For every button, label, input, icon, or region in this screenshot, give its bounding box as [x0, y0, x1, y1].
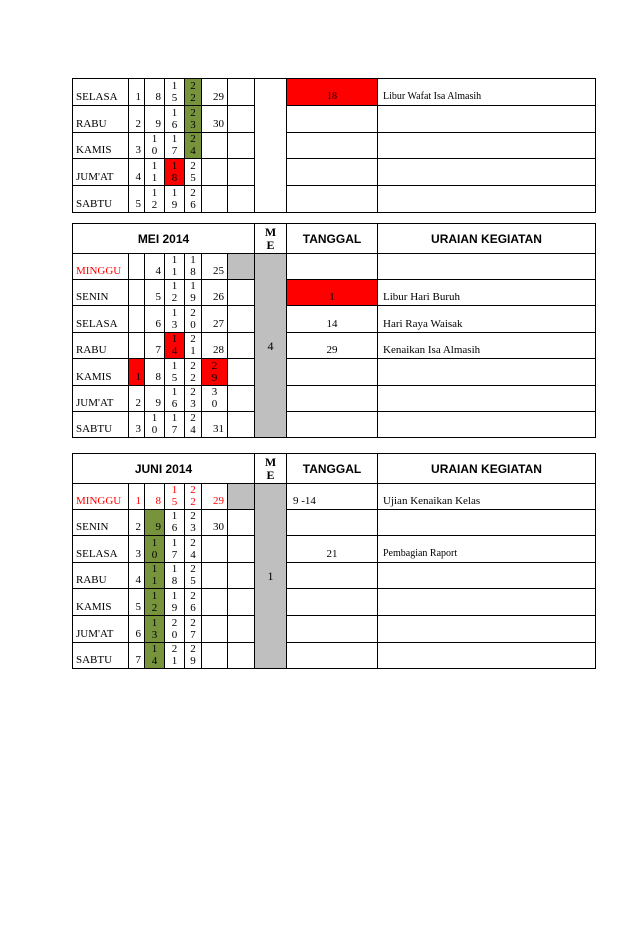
date-cell: [129, 333, 145, 359]
uraian-cell: [378, 386, 596, 412]
tanggal-cell: 21: [287, 536, 378, 563]
date-cell: 2 0: [165, 616, 185, 643]
date-cell: 5: [145, 280, 165, 306]
table-row: [73, 159, 596, 186]
month-title: MEI 2014: [73, 224, 255, 254]
uraian-cell: [378, 510, 596, 536]
date-cell: 1 9: [185, 280, 202, 306]
date-cell: 27: [202, 306, 228, 333]
table-row: [73, 510, 596, 536]
date-cell: 1 6: [165, 106, 185, 133]
date-cell: 2 9: [185, 643, 202, 669]
date-cell: [228, 386, 255, 412]
date-cell: [228, 643, 255, 669]
date-cell: [202, 133, 228, 159]
day-label-sunday: MINGGU: [73, 254, 129, 280]
uraian-cell: [378, 589, 596, 616]
date-cell: 29: [202, 79, 228, 106]
date-cell: 2 7: [185, 616, 202, 643]
m-cell: [255, 79, 287, 213]
day-label: SENIN: [73, 280, 129, 306]
date-cell: 7: [145, 333, 165, 359]
date-cell: 2 4: [185, 412, 202, 438]
date-cell: 1 5: [165, 79, 185, 106]
date-cell: 6: [145, 306, 165, 333]
date-cell: [228, 254, 255, 280]
date-cell: 2: [129, 510, 145, 536]
date-cell-holiday: 1: [129, 359, 145, 386]
date-cell: 30: [202, 106, 228, 133]
date-cell: [202, 643, 228, 669]
table-header-row: [73, 454, 596, 484]
date-cell: 25: [202, 254, 228, 280]
date-cell: 2: [129, 386, 145, 412]
date-cell: [202, 563, 228, 589]
date-cell: 1 3: [165, 306, 185, 333]
date-cell-holiday-week: 1 3: [145, 616, 165, 643]
date-cell: [228, 589, 255, 616]
table-row: [73, 616, 596, 643]
table-row: [73, 589, 596, 616]
date-cell: [129, 280, 145, 306]
date-cell: 3 0: [202, 386, 228, 412]
day-label: SABTU: [73, 186, 129, 213]
date-cell: [228, 616, 255, 643]
day-label: RABU: [73, 333, 129, 359]
m-value-cell: 4: [255, 254, 287, 438]
table-row: [73, 643, 596, 669]
date-cell: [228, 186, 255, 213]
date-cell: 1 5: [165, 359, 185, 386]
date-cell: 2 6: [185, 186, 202, 213]
tanggal-cell: [287, 106, 378, 133]
day-label-sunday: MINGGU: [73, 484, 129, 510]
date-cell-holiday: 1 4: [165, 333, 185, 359]
date-cell: 1 9: [165, 589, 185, 616]
date-cell: [129, 306, 145, 333]
date-cell: 2 2: [185, 484, 202, 510]
day-label: KAMIS: [73, 359, 129, 386]
date-cell-holiday-week: 2 3: [185, 106, 202, 133]
tanggal-cell: [287, 254, 378, 280]
tanggal-cell: 14: [287, 306, 378, 333]
date-cell: [228, 536, 255, 563]
uraian-header: URAIAN KEGIATAN: [378, 224, 596, 254]
table-row: [73, 254, 596, 280]
juni-calendar-table: [72, 453, 596, 669]
date-cell: 1 5: [165, 484, 185, 510]
table-row: [73, 359, 596, 386]
date-cell-holiday-week: 1 2: [145, 589, 165, 616]
date-cell: 8: [145, 79, 165, 106]
uraian-cell: Kenaikan Isa Almasih: [378, 333, 596, 359]
date-cell-holiday-week: 9: [145, 510, 165, 536]
mei-calendar-table: [72, 223, 596, 438]
uraian-cell: Ujian Kenaikan Kelas: [378, 484, 596, 510]
date-cell: 9: [145, 106, 165, 133]
m-header: M E: [255, 224, 287, 254]
date-cell: 8: [145, 359, 165, 386]
date-cell: 1 7: [165, 133, 185, 159]
date-cell: [228, 79, 255, 106]
date-cell: 2 5: [185, 159, 202, 186]
date-cell: [228, 510, 255, 536]
april-calendar-table: [72, 78, 596, 213]
uraian-header: URAIAN KEGIATAN: [378, 454, 596, 484]
m-header: M E: [255, 454, 287, 484]
tanggal-cell: [287, 643, 378, 669]
date-cell: 3: [129, 412, 145, 438]
tanggal-header: TANGGAL: [287, 454, 378, 484]
date-cell: 2 0: [185, 306, 202, 333]
date-cell-holiday-week: 1 4: [145, 643, 165, 669]
date-cell: 2 1: [185, 333, 202, 359]
date-cell: 2: [129, 106, 145, 133]
date-cell: [228, 333, 255, 359]
tanggal-cell: [287, 589, 378, 616]
date-cell: 2 3: [185, 510, 202, 536]
uraian-cell: [378, 359, 596, 386]
tanggal-cell: [287, 159, 378, 186]
date-cell: 1 7: [165, 412, 185, 438]
date-cell: [228, 106, 255, 133]
uraian-cell: Libur Hari Buruh: [378, 280, 596, 306]
date-cell: 2 5: [185, 563, 202, 589]
m-value-cell: 1: [255, 484, 287, 669]
month-title: JUNI 2014: [73, 454, 255, 484]
date-cell: 1 7: [165, 536, 185, 563]
day-label: JUM'AT: [73, 159, 129, 186]
date-cell: 1 0: [145, 133, 165, 159]
date-cell: 1 1: [165, 254, 185, 280]
day-label: JUM'AT: [73, 386, 129, 412]
table-row: [73, 79, 596, 106]
date-cell: [202, 159, 228, 186]
day-label: SELASA: [73, 306, 129, 333]
date-cell: 4: [145, 254, 165, 280]
date-cell-holiday: 1 8: [165, 159, 185, 186]
date-cell: [228, 484, 255, 510]
date-cell-holiday-week: 1 0: [145, 536, 165, 563]
date-cell: 1 6: [165, 386, 185, 412]
date-cell: [202, 536, 228, 563]
date-cell: 29: [202, 484, 228, 510]
date-cell: 6: [129, 616, 145, 643]
uraian-cell: Hari Raya Waisak: [378, 306, 596, 333]
date-cell: 7: [129, 643, 145, 669]
date-cell: 8: [145, 484, 165, 510]
date-cell: 3: [129, 536, 145, 563]
tanggal-cell: 9 -14: [287, 484, 378, 510]
tanggal-header: TANGGAL: [287, 224, 378, 254]
date-cell-holiday-week: 1 1: [145, 563, 165, 589]
day-label: SABTU: [73, 643, 129, 669]
uraian-cell: [378, 106, 596, 133]
date-cell: 2 3: [185, 386, 202, 412]
date-cell: 1 1: [145, 159, 165, 186]
tanggal-cell: [287, 386, 378, 412]
table-row: [73, 133, 596, 159]
date-cell: 9: [145, 386, 165, 412]
date-cell: 2 6: [185, 589, 202, 616]
date-cell: [228, 359, 255, 386]
day-label: KAMIS: [73, 589, 129, 616]
uraian-cell: Libur Wafat Isa Almasih: [378, 79, 596, 106]
day-label: JUM'AT: [73, 616, 129, 643]
date-cell: [129, 254, 145, 280]
table-row: [73, 306, 596, 333]
tanggal-cell: [287, 616, 378, 643]
date-cell: [228, 563, 255, 589]
uraian-cell: [378, 159, 596, 186]
uraian-cell: [378, 412, 596, 438]
table-row: [73, 484, 596, 510]
table-row: [73, 106, 596, 133]
date-cell: 4: [129, 159, 145, 186]
date-cell: 30: [202, 510, 228, 536]
date-cell: [228, 412, 255, 438]
tanggal-cell: 1: [287, 280, 378, 306]
day-label: RABU: [73, 106, 129, 133]
date-cell: 28: [202, 333, 228, 359]
date-cell: [228, 133, 255, 159]
mei-calendar-block: [72, 223, 596, 438]
day-label: KAMIS: [73, 133, 129, 159]
tanggal-cell: 29: [287, 333, 378, 359]
date-cell: [228, 306, 255, 333]
table-row: [73, 333, 596, 359]
day-label: SABTU: [73, 412, 129, 438]
date-cell: [202, 186, 228, 213]
uraian-cell: Pembagian Raport: [378, 536, 596, 563]
day-label: SELASA: [73, 536, 129, 563]
date-cell: [228, 280, 255, 306]
day-label: RABU: [73, 563, 129, 589]
date-cell: 1: [129, 484, 145, 510]
date-cell: [202, 589, 228, 616]
uraian-cell: [378, 563, 596, 589]
date-cell: [228, 159, 255, 186]
table-row: [73, 536, 596, 563]
table-row: [73, 412, 596, 438]
date-cell: [202, 616, 228, 643]
date-cell: 2 2: [185, 359, 202, 386]
table-row: [73, 563, 596, 589]
date-cell: 3: [129, 133, 145, 159]
date-cell: 31: [202, 412, 228, 438]
tanggal-cell: [287, 510, 378, 536]
date-cell-holiday: 2 9: [202, 359, 228, 386]
april-calendar-block: [72, 78, 596, 213]
date-cell: 4: [129, 563, 145, 589]
date-cell: 1 2: [145, 186, 165, 213]
date-cell-holiday-week: 2 2: [185, 79, 202, 106]
day-label: SENIN: [73, 510, 129, 536]
table-row: [73, 386, 596, 412]
date-cell: 1 0: [145, 412, 165, 438]
date-cell: 26: [202, 280, 228, 306]
juni-calendar-block: [72, 453, 596, 669]
uraian-cell: [378, 643, 596, 669]
date-cell: 1: [129, 79, 145, 106]
tanggal-cell: 18: [287, 79, 378, 106]
tanggal-cell: [287, 133, 378, 159]
date-cell: 5: [129, 186, 145, 213]
day-label: SELASA: [73, 79, 129, 106]
tanggal-cell: [287, 563, 378, 589]
date-cell: 5: [129, 589, 145, 616]
uraian-cell: [378, 133, 596, 159]
uraian-cell: [378, 186, 596, 213]
uraian-cell: [378, 616, 596, 643]
table-row: [73, 280, 596, 306]
date-cell-holiday-week: 2 4: [185, 133, 202, 159]
uraian-cell: [378, 254, 596, 280]
date-cell: 1 2: [165, 280, 185, 306]
tanggal-cell: [287, 359, 378, 386]
date-cell: 1 8: [185, 254, 202, 280]
date-cell: 2 4: [185, 536, 202, 563]
date-cell: 1 9: [165, 186, 185, 213]
tanggal-cell: [287, 412, 378, 438]
table-header-row: [73, 224, 596, 254]
date-cell: 2 1: [165, 643, 185, 669]
date-cell: 1 8: [165, 563, 185, 589]
tanggal-cell: [287, 186, 378, 213]
date-cell: 1 6: [165, 510, 185, 536]
table-row: [73, 186, 596, 213]
